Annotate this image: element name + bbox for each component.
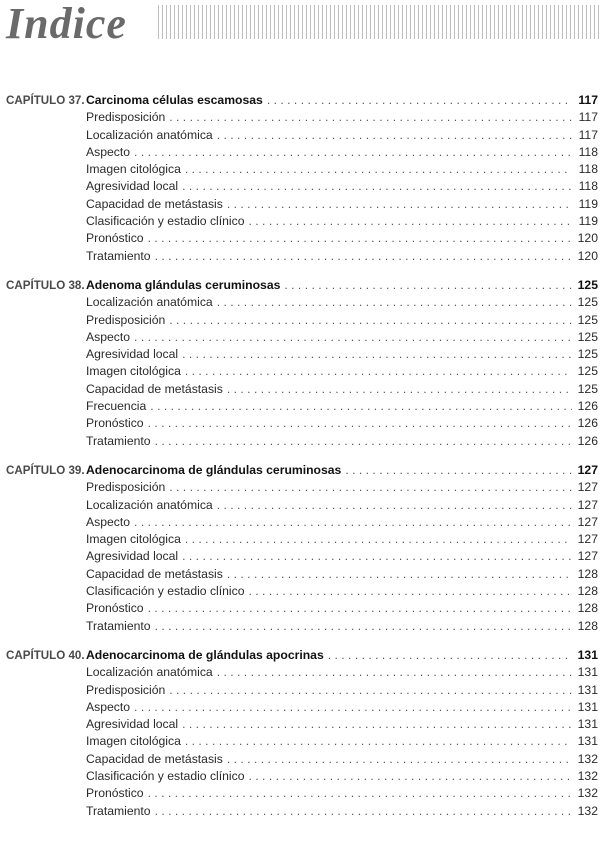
page-title: Indice bbox=[6, 0, 127, 48]
entry-title: Clasificación y estadio clínico bbox=[86, 214, 245, 229]
entry-title: Predisposición bbox=[86, 480, 166, 495]
toc-entry bbox=[86, 230, 598, 247]
toc-entry bbox=[86, 716, 598, 733]
entry-title: Predisposición bbox=[86, 312, 166, 327]
entry-title: Aspecto bbox=[86, 144, 131, 159]
entry-title: Imagen citológica bbox=[86, 162, 181, 177]
toc-entry bbox=[86, 733, 598, 750]
toc-entry bbox=[86, 346, 598, 363]
toc-entry-row[interactable] bbox=[0, 785, 600, 802]
entry-page-number: 126 bbox=[577, 399, 598, 414]
entry-page-number: 126 bbox=[577, 416, 598, 431]
toc-entry bbox=[86, 531, 598, 548]
header-stripes bbox=[158, 5, 600, 39]
chapter-entry bbox=[86, 277, 598, 294]
dot-leader bbox=[148, 600, 572, 617]
toc-entry-row[interactable] bbox=[0, 583, 600, 600]
toc-entry-row[interactable] bbox=[0, 497, 600, 514]
toc-entry-row[interactable] bbox=[0, 531, 600, 548]
chapter-heading-row[interactable] bbox=[0, 92, 600, 109]
dot-leader bbox=[217, 497, 572, 514]
toc-entry-row[interactable] bbox=[0, 329, 600, 346]
entry-title: Tratamiento bbox=[86, 433, 151, 448]
entry-title: Aspecto bbox=[86, 699, 131, 714]
toc-entry-row[interactable] bbox=[0, 479, 600, 496]
entry-title: Clasificación y estadio clínico bbox=[86, 768, 245, 783]
entry-title: Localización anatómica bbox=[86, 497, 213, 512]
toc-entry bbox=[86, 583, 598, 600]
toc-entry-row[interactable] bbox=[0, 716, 600, 733]
entry-title: Capacidad de metástasis bbox=[86, 196, 223, 211]
entry-page-number: 120 bbox=[577, 248, 598, 263]
chapter-label: CAPÍTULO 38. bbox=[6, 278, 85, 292]
toc-entry bbox=[86, 329, 598, 346]
entry-title: Agresividad local bbox=[86, 717, 179, 732]
toc-entry-row[interactable] bbox=[0, 178, 600, 195]
dot-leader bbox=[182, 178, 572, 195]
chapter-title: Carcinoma células escamosas bbox=[86, 93, 263, 107]
toc-entry bbox=[86, 127, 598, 144]
toc-entry bbox=[86, 600, 598, 617]
dot-leader bbox=[185, 733, 572, 750]
dot-leader bbox=[148, 785, 572, 802]
chapter-label: CAPÍTULO 40. bbox=[6, 648, 85, 662]
dot-leader bbox=[155, 803, 572, 820]
entry-page-number: 128 bbox=[577, 618, 598, 633]
entry-page-number: 131 bbox=[577, 734, 598, 749]
entry-page-number: 127 bbox=[577, 549, 598, 564]
toc-entry-row[interactable] bbox=[0, 682, 600, 699]
entry-page-number: 127 bbox=[577, 514, 598, 529]
toc-entry-row[interactable] bbox=[0, 381, 600, 398]
toc-entry bbox=[86, 433, 598, 450]
dot-leader bbox=[148, 415, 572, 432]
toc-entry bbox=[86, 497, 598, 514]
dot-leader bbox=[249, 213, 572, 230]
dot-leader bbox=[169, 312, 572, 329]
entry-title: Capacidad de metástasis bbox=[86, 381, 223, 396]
entry-page-number: 131 bbox=[577, 665, 598, 680]
entry-title: Pronóstico bbox=[86, 416, 144, 431]
chapter-block bbox=[0, 647, 600, 820]
entry-page-number: 118 bbox=[578, 162, 598, 177]
table-of-contents bbox=[0, 92, 600, 832]
entry-page-number: 117 bbox=[578, 110, 598, 125]
entry-title: Capacidad de metástasis bbox=[86, 566, 223, 581]
entry-title: Frecuencia bbox=[86, 399, 147, 414]
entry-page-number: 128 bbox=[577, 584, 598, 599]
entry-title: Pronóstico bbox=[86, 786, 144, 801]
toc-entry-row[interactable] bbox=[0, 415, 600, 432]
toc-entry-row[interactable] bbox=[0, 127, 600, 144]
toc-entry bbox=[86, 144, 598, 161]
toc-entry-row[interactable] bbox=[0, 213, 600, 230]
toc-entry-row[interactable] bbox=[0, 312, 600, 329]
dot-leader bbox=[169, 109, 572, 126]
toc-entry-row[interactable] bbox=[0, 346, 600, 363]
entry-page-number: 127 bbox=[577, 497, 598, 512]
toc-entry-row[interactable] bbox=[0, 161, 600, 178]
chapter-page-number: 127 bbox=[577, 462, 598, 477]
toc-entry bbox=[86, 664, 598, 681]
dot-leader bbox=[155, 618, 572, 635]
dot-leader bbox=[182, 716, 572, 733]
entry-page-number: 119 bbox=[578, 214, 598, 229]
dot-leader bbox=[169, 682, 572, 699]
dot-leader bbox=[134, 699, 572, 716]
entry-page-number: 132 bbox=[577, 751, 598, 766]
entry-title: Imagen citológica bbox=[86, 532, 181, 547]
toc-entry bbox=[86, 768, 598, 785]
dot-leader bbox=[217, 294, 572, 311]
chapter-label: CAPÍTULO 37. bbox=[6, 94, 85, 107]
toc-entry-row[interactable] bbox=[0, 514, 600, 531]
toc-entry bbox=[86, 363, 598, 380]
chapter-label: CAPÍTULO 39. bbox=[6, 463, 85, 477]
entry-title: Agresividad local bbox=[86, 549, 179, 564]
entry-page-number: 118 bbox=[578, 144, 598, 159]
dot-leader bbox=[227, 196, 572, 213]
toc-entry-row[interactable] bbox=[0, 803, 600, 820]
entry-page-number: 132 bbox=[577, 786, 598, 801]
toc-entry-row[interactable] bbox=[0, 363, 600, 380]
entry-page-number: 127 bbox=[577, 532, 598, 547]
entry-title: Agresividad local bbox=[86, 179, 179, 194]
entry-title: Localización anatómica bbox=[86, 127, 213, 142]
entry-page-number: 125 bbox=[577, 295, 598, 310]
entry-page-number: 118 bbox=[578, 179, 598, 194]
entry-title: Predisposición bbox=[86, 682, 166, 697]
entry-title: Aspecto bbox=[86, 329, 131, 344]
dot-leader bbox=[134, 514, 572, 531]
toc-entry-row[interactable] bbox=[0, 618, 600, 635]
toc-entry-row[interactable] bbox=[0, 398, 600, 415]
chapter-entry bbox=[86, 462, 598, 479]
toc-entry bbox=[86, 415, 598, 432]
toc-entry-row[interactable] bbox=[0, 294, 600, 311]
entry-page-number: 117 bbox=[578, 127, 598, 142]
toc-entry bbox=[86, 196, 598, 213]
entry-page-number: 125 bbox=[577, 381, 598, 396]
entry-title: Tratamiento bbox=[86, 618, 151, 633]
toc-entry bbox=[86, 682, 598, 699]
entry-page-number: 125 bbox=[577, 347, 598, 362]
dot-leader bbox=[249, 768, 572, 785]
chapter-block bbox=[0, 462, 600, 635]
toc-entry bbox=[86, 312, 598, 329]
entry-page-number: 126 bbox=[577, 433, 598, 448]
entry-title: Tratamiento bbox=[86, 803, 151, 818]
dot-leader bbox=[169, 479, 572, 496]
entry-page-number: 132 bbox=[577, 768, 598, 783]
toc-entry bbox=[86, 618, 598, 635]
toc-entry-row[interactable] bbox=[0, 566, 600, 583]
chapter-page-number: 117 bbox=[578, 93, 598, 107]
chapter-entry bbox=[86, 92, 598, 109]
dot-leader bbox=[148, 230, 572, 247]
toc-entry-row[interactable] bbox=[0, 109, 600, 126]
entry-title: Tratamiento bbox=[86, 248, 151, 263]
toc-entry bbox=[86, 548, 598, 565]
chapter-heading-row[interactable] bbox=[0, 647, 600, 664]
toc-entry-row[interactable] bbox=[0, 548, 600, 565]
toc-entry-row[interactable] bbox=[0, 768, 600, 785]
dot-leader bbox=[182, 346, 572, 363]
chapter-title: Adenocarcinoma de glándulas ceruminosas bbox=[86, 462, 342, 477]
entry-title: Clasificación y estadio clínico bbox=[86, 584, 245, 599]
entry-page-number: 127 bbox=[577, 480, 598, 495]
entry-title: Aspecto bbox=[86, 514, 131, 529]
entry-title: Localización anatómica bbox=[86, 295, 213, 310]
toc-entry-row[interactable] bbox=[0, 664, 600, 681]
entry-title: Capacidad de metástasis bbox=[86, 751, 223, 766]
toc-entry bbox=[86, 294, 598, 311]
toc-entry-row[interactable] bbox=[0, 600, 600, 617]
entry-page-number: 131 bbox=[577, 682, 598, 697]
toc-entry bbox=[86, 751, 598, 768]
toc-entry-row[interactable] bbox=[0, 144, 600, 161]
dot-leader bbox=[185, 531, 572, 548]
entry-page-number: 128 bbox=[577, 566, 598, 581]
chapter-block bbox=[0, 277, 600, 450]
entry-page-number: 128 bbox=[577, 601, 598, 616]
dot-leader bbox=[155, 433, 572, 450]
toc-entry bbox=[86, 514, 598, 531]
entry-page-number: 119 bbox=[578, 196, 598, 211]
entry-page-number: 131 bbox=[577, 717, 598, 732]
entry-title: Agresividad local bbox=[86, 347, 179, 362]
dot-leader bbox=[284, 277, 572, 294]
dot-leader bbox=[345, 462, 572, 479]
toc-entry bbox=[86, 213, 598, 230]
chapter-heading-row[interactable] bbox=[0, 462, 600, 479]
toc-entry bbox=[86, 398, 598, 415]
dot-leader bbox=[217, 664, 572, 681]
dot-leader bbox=[227, 566, 572, 583]
toc-entry bbox=[86, 248, 598, 265]
toc-entry-row[interactable] bbox=[0, 433, 600, 450]
toc-entry-row[interactable] bbox=[0, 751, 600, 768]
dot-leader bbox=[155, 248, 572, 265]
entry-title: Pronóstico bbox=[86, 601, 144, 616]
entry-title: Pronóstico bbox=[86, 231, 144, 246]
entry-page-number: 125 bbox=[577, 329, 598, 344]
dot-leader bbox=[185, 363, 572, 380]
chapter-title: Adenoma glándulas ceruminosas bbox=[86, 277, 281, 292]
toc-entry-row[interactable] bbox=[0, 699, 600, 716]
entry-title: Predisposición bbox=[86, 110, 166, 125]
toc-entry bbox=[86, 109, 598, 126]
dot-leader bbox=[217, 127, 572, 144]
chapter-title: Adenocarcinoma de glándulas apocrinas bbox=[86, 647, 324, 662]
toc-entry bbox=[86, 161, 598, 178]
dot-leader bbox=[227, 751, 572, 768]
toc-entry-row[interactable] bbox=[0, 196, 600, 213]
toc-entry bbox=[86, 479, 598, 496]
dot-leader bbox=[150, 398, 572, 415]
chapter-page-number: 131 bbox=[577, 647, 598, 662]
entry-page-number: 125 bbox=[577, 364, 598, 379]
dot-leader bbox=[227, 381, 572, 398]
entry-page-number: 132 bbox=[577, 803, 598, 818]
toc-entry bbox=[86, 178, 598, 195]
dot-leader bbox=[185, 161, 572, 178]
chapter-page-number: 125 bbox=[577, 277, 598, 292]
entry-page-number: 125 bbox=[577, 312, 598, 327]
dot-leader bbox=[134, 329, 572, 346]
chapter-heading-row[interactable] bbox=[0, 277, 600, 294]
dot-leader bbox=[182, 548, 572, 565]
toc-entry bbox=[86, 699, 598, 716]
entry-page-number: 131 bbox=[577, 699, 598, 714]
dot-leader bbox=[267, 92, 572, 109]
toc-entry bbox=[86, 566, 598, 583]
toc-entry-row[interactable] bbox=[0, 733, 600, 750]
dot-leader bbox=[328, 647, 572, 664]
entry-title: Imagen citológica bbox=[86, 364, 181, 379]
dot-leader bbox=[134, 144, 572, 161]
entry-page-number: 120 bbox=[577, 231, 598, 246]
entry-title: Localización anatómica bbox=[86, 665, 213, 680]
toc-entry bbox=[86, 803, 598, 820]
chapter-block bbox=[0, 92, 600, 265]
dot-leader bbox=[249, 583, 572, 600]
entry-title: Imagen citológica bbox=[86, 734, 181, 749]
toc-entry bbox=[86, 785, 598, 802]
toc-entry-row[interactable] bbox=[0, 230, 600, 247]
toc-entry bbox=[86, 381, 598, 398]
chapter-entry bbox=[86, 647, 598, 664]
page-header bbox=[0, 0, 600, 50]
toc-entry-row[interactable] bbox=[0, 248, 600, 265]
